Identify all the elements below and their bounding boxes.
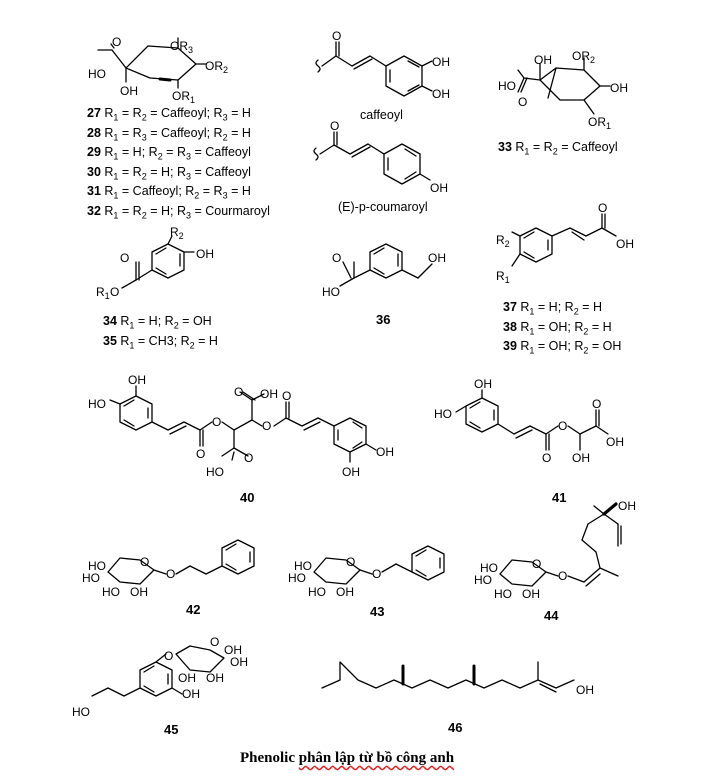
atom-OH: OH [522, 587, 540, 601]
atom-O: O [234, 385, 244, 399]
atom-HO: HO [88, 67, 106, 81]
atom-OH: OH [606, 435, 624, 449]
compound-number-41: 41 [552, 490, 567, 505]
atom-O: O [212, 415, 222, 429]
figure-caption: Phenolic phân lập từ bồ công anh [240, 750, 455, 766]
atom-O: O [332, 251, 342, 265]
legend-37-39 [503, 300, 621, 359]
row-32: 32 $R_1 = R_2 = H$; $R_3$ = Courmaroyl [87, 203, 270, 220]
atom-HO: HO [494, 587, 512, 601]
compound-number-36: 36 [376, 312, 391, 327]
legend-34-35 [103, 314, 218, 353]
legend-27-32 [87, 106, 270, 223]
atom-O: O [542, 451, 552, 465]
atom-O: O [332, 29, 342, 43]
atom-OH: OH [432, 55, 450, 69]
atom-R2: $R_2$ [496, 233, 510, 249]
atom-OH: OH [432, 87, 450, 101]
row-29: 29 $R_1 = H$; $R_2 = R_3$ = Caffeoyl [87, 145, 251, 162]
atom-O: O [282, 389, 292, 403]
row-28: 28 $R_1 = R_3$ = Caffeoyl; $R_2 = H$ [87, 125, 251, 142]
atom-OH: OH [178, 671, 196, 685]
atom-O: O [262, 419, 272, 433]
coumaroyl-label: (E)-p-coumaroyl [338, 200, 428, 214]
row-39: 39 $R_1$ = OH; $R_2$ = OH [503, 339, 622, 356]
atom-OH: OH [342, 465, 360, 479]
atom-HO: HO [82, 571, 100, 585]
row-31: 31 $R_1$ = Caffeoyl; $R_2 = R_3 = H$ [87, 184, 251, 201]
atom-O: O [558, 569, 568, 583]
atom-HO: HO [498, 79, 516, 93]
hydroxymethylbenzoic-36-structure [340, 244, 432, 286]
atom-R1: $R_1$ [496, 269, 510, 285]
atom-OH: OH [616, 237, 634, 251]
atom-HO: HO [480, 561, 498, 575]
atom-O: O [112, 35, 122, 49]
salidroside-isomer-45-structure [92, 646, 224, 696]
atom-HO: HO [294, 559, 312, 573]
atom-HO: HO [322, 285, 340, 299]
atom-OH: OH [430, 181, 448, 195]
atom-OH: OH [182, 687, 200, 701]
quinic-acid-33-structure [518, 58, 610, 114]
row-38: 38 $R_1$ = OH; $R_2 = H$ [503, 319, 612, 336]
atom-O: O [166, 567, 176, 581]
phytol-46-structure [322, 662, 574, 692]
atom-OH: OH [618, 499, 636, 513]
atom-O: O [598, 201, 608, 215]
atom-O: O [110, 285, 120, 299]
atom-OR2: $OR_2$ [572, 49, 596, 65]
legend-33: 33 $R_1 = R_2$ = Caffeoyl [498, 140, 618, 157]
atom-O: O [346, 555, 356, 569]
row-30: 30 $R_1 = R_2 = H$; $R_3$ = Caffeoyl [87, 164, 251, 181]
compound-number-46: 46 [448, 720, 463, 735]
atom-HO: HO [434, 407, 452, 421]
atom-OH: OH [230, 655, 248, 669]
atom-R1: $R_1$ [96, 285, 110, 301]
caffeoylglycolic-41-structure [456, 390, 608, 450]
atom-HO: HO [72, 705, 90, 719]
benzoate-34-35-structure [122, 236, 194, 288]
atom-OR1: $OR_1$ [588, 115, 612, 131]
cinnamic-37-39-structure [512, 214, 616, 266]
compound-number-44: 44 [544, 608, 559, 623]
row-27: 27 $R_1 = R_2$ = Caffeoyl; $R_3 = H$ [87, 106, 251, 123]
caffeoyl-structure [316, 42, 432, 96]
atom-O: O [140, 555, 150, 569]
atom-OH: OH [128, 373, 146, 387]
row-37: 37 $R_1 = H$; $R_2 = H$ [503, 300, 602, 317]
atom-OH: OH [206, 671, 224, 685]
atom-O: O [330, 119, 340, 133]
atom-O: O [244, 451, 254, 465]
atom-O: O [518, 95, 528, 109]
atom-OH: OH [336, 585, 354, 599]
atom-O: O [532, 557, 542, 571]
atom-OH: OH [376, 445, 394, 459]
atom-O: O [120, 251, 130, 265]
atom-HO: HO [206, 465, 224, 479]
atom-O: O [164, 649, 174, 663]
compound-number-40: 40 [240, 490, 255, 505]
atom-OR3: $OR_3$ [170, 39, 194, 55]
row-34: 34 $R_1 = H$; $R_2$ = OH [103, 314, 212, 331]
compound-number-43: 43 [370, 604, 385, 619]
atom-OH: OH [534, 53, 552, 67]
atom-OH: OH [428, 251, 446, 265]
atom-R2: $R_2$ [170, 225, 184, 241]
atom-HO: HO [474, 573, 492, 587]
atom-OH: OH [196, 247, 214, 261]
atom-OH: OH [572, 451, 590, 465]
atom-O: O [372, 567, 382, 581]
atom-O: O [592, 397, 602, 411]
atom-O: O [558, 419, 568, 433]
atom-OR1: $OR_1$ [172, 89, 196, 105]
atom-OH: OH [576, 683, 594, 697]
atom-HO: HO [88, 397, 106, 411]
atom-O: O [196, 447, 206, 461]
atom-OH: OH [224, 643, 242, 657]
atom-HO: HO [102, 585, 120, 599]
atom-HO: HO [308, 585, 326, 599]
atom-OH: OH [260, 387, 278, 401]
atom-OH: OH [474, 377, 492, 391]
atom-HO: HO [288, 571, 306, 585]
atom-OH: OH [120, 84, 138, 98]
atom-OR2: $OR_2$ [205, 59, 229, 75]
atom-OH: OH [610, 81, 628, 95]
atom-OH: OH [130, 585, 148, 599]
phenylethyl-glycoside-42-structure [108, 540, 254, 584]
atom-HO: HO [88, 559, 106, 573]
atom-O: O [210, 635, 220, 649]
coumaroyl-structure [314, 132, 430, 184]
compound-number-42: 42 [186, 602, 201, 617]
compound-number-45: 45 [164, 722, 179, 737]
caffeoyl-label: caffeoyl [360, 108, 403, 122]
row-35: 35 $R_1 = CH3$; $R_2 = H$ [103, 333, 218, 350]
